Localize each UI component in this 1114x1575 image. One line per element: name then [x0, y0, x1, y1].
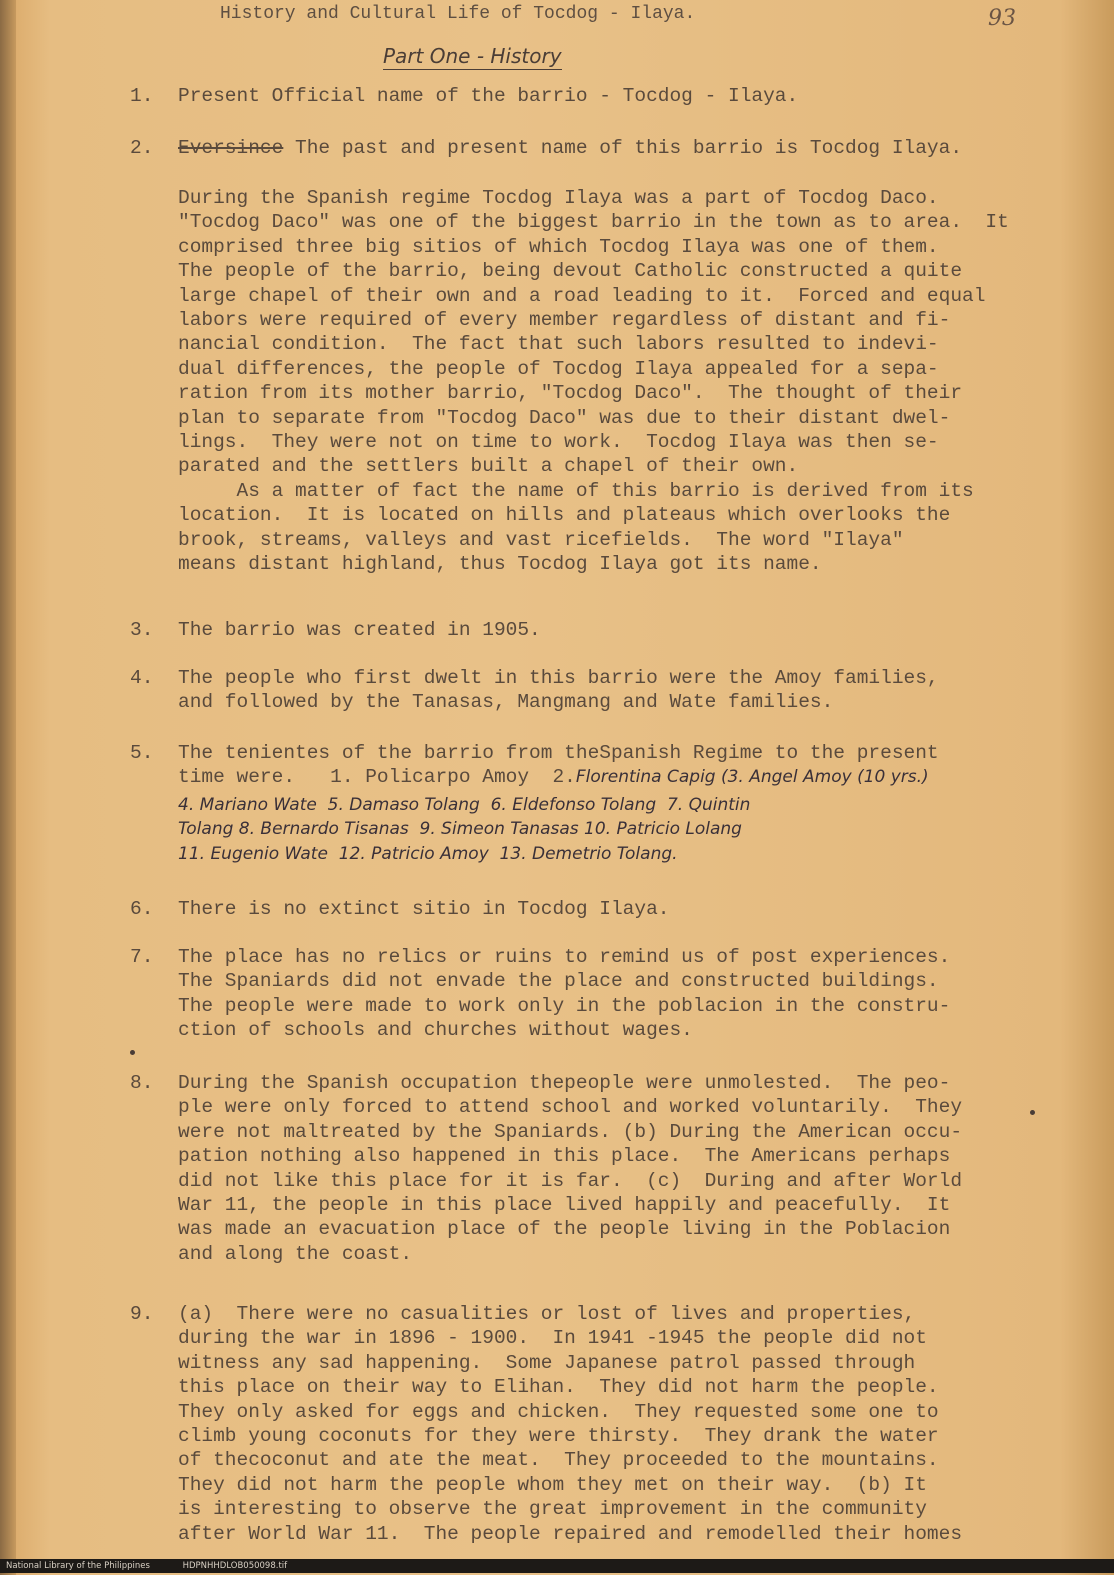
text-line: War 11, the people in this place lived happily and peacefully. It — [178, 1194, 951, 1217]
text-line: As a matter of fact the name of this barrio is derived from its — [178, 479, 974, 502]
text-line: labors were required of every member regardless of distant and fi- — [178, 309, 951, 332]
text-line: is interesting to observe the great improvement in the community — [178, 1498, 927, 1521]
item-5-text — [178, 741, 939, 790]
text-line: during the war in 1896 - 1900. In 1941 -1945 the people did not — [178, 1327, 927, 1350]
item-8-text — [178, 1071, 962, 1266]
text-line: climb young coconuts for they were thirsty. They drank the water — [178, 1425, 939, 1448]
ink-mark — [1030, 1110, 1035, 1115]
handwritten-line: Florentina Capig (3. Angel Amoy (10 yrs.) — [575, 767, 929, 788]
item-5-handwritten — [178, 793, 750, 866]
text-line: During the Spanish occupation thepeople were unmolested. The peo- — [178, 1072, 951, 1094]
file-name: HDPNHHDLOB050098.tif — [182, 1561, 288, 1571]
item-number: 8. — [130, 1072, 154, 1094]
item-number: 1. — [130, 85, 154, 107]
item-number: 2. — [130, 137, 154, 159]
page-number: 93 — [988, 6, 1016, 31]
text-line: time were. 1. Policarpo Amoy 2. — [178, 766, 576, 789]
text-line: witness any sad happening. Some Japanese patrol passed through — [178, 1351, 916, 1374]
text-line: The barrio was created in 1905. — [178, 619, 541, 641]
text-line: The people were made to work only in the poblacion in the constru- — [178, 994, 951, 1017]
text-line: were not maltreated by the Spaniards. (b) During the American occu- — [178, 1120, 963, 1143]
text-line: ction of schools and churches without wages. — [178, 1019, 693, 1042]
item-4-text — [178, 666, 939, 715]
text-line: means distant highland, thus Tocdog Ilaya got its name. — [178, 553, 822, 576]
text-line: During the Spanish regime Tocdog Ilaya was a part of Tocdog Daco. — [178, 187, 939, 209]
text-line: large chapel of their own and a road leading to it. Forced and equal — [178, 284, 986, 307]
item-9-text — [178, 1302, 962, 1546]
item-2-text — [178, 136, 962, 160]
text-line: The people of the barrio, being devout Catholic constructed a quite — [178, 260, 963, 283]
item-number: 9. — [130, 1303, 154, 1325]
text-line: plan to separate from "Tocdog Daco" was due to their distant dwel- — [178, 406, 951, 429]
item-7-text — [178, 945, 950, 1043]
text-line: ration from its mother barrio, "Tocdog Daco". The thought of their — [178, 382, 963, 405]
text-line: after World War 11. The people repaired and remodelled their homes — [178, 1522, 963, 1545]
text-line: They did not harm the people whom they met on their way. (b) It — [178, 1473, 927, 1496]
text-line: brook, streams, valleys and vast ricefields. The word "Ilaya" — [178, 528, 904, 551]
text-line: of thecoconut and ate the meat. They proceeded to the mountains. — [178, 1449, 939, 1472]
text-line: pation nothing also happened in this place. The Americans perhaps — [178, 1145, 951, 1168]
item-number: 6. — [130, 898, 154, 920]
item-1-text — [178, 84, 798, 108]
text-line: lings. They were not on time to work. Tocdog Ilaya was then se- — [178, 431, 939, 454]
text-line: and along the coast. — [178, 1242, 413, 1265]
page-binding-edge — [0, 0, 16, 1575]
text-line: ple were only forced to attend school and worked voluntarily. They — [178, 1096, 963, 1119]
text-line: The tenientes of the barrio from theSpanish Regime to the present — [178, 742, 939, 764]
text-line: nancial condition. The fact that such labors resulted to indevi- — [178, 333, 939, 356]
struck-word: Eversince — [178, 137, 284, 159]
library-name: National Library of the Philippines — [6, 1561, 150, 1571]
item-number: 4. — [130, 667, 154, 689]
text-line: dual differences, the people of Tocdog Ilaya appealed for a sepa- — [178, 357, 939, 380]
handwritten-line: 11. Eugenio Wate 12. Patricio Amoy 13. Demetrio Tolang. — [178, 843, 678, 864]
item-6-text — [178, 897, 669, 921]
text-line: was made an evacuation place of the people living in the Poblacion — [178, 1218, 951, 1241]
item-2-paragraph — [178, 186, 1009, 577]
archive-footer — [0, 1559, 1114, 1573]
text-line: They only asked for eggs and chicken. They requested some one to — [178, 1400, 939, 1423]
handwritten-line: 4. Mariano Wate 5. Damaso Tolang 6. Eldefonso Tolang 7. Quintin — [178, 795, 751, 815]
text-line: The place has no relics or ruins to remind us of post experiences. — [178, 946, 951, 968]
ink-mark — [130, 1050, 135, 1055]
handwritten-line: Tolang 8. Bernardo Tisanas 9. Simeon Tanasas 10. Patricio Lolang — [178, 819, 742, 840]
text-line: "Tocdog Daco" was one of the biggest barrio in the town as to area. It — [178, 211, 1009, 234]
item-number: 3. — [130, 619, 154, 641]
text-line: and followed by the Tanasas, Mangmang and Wate families. — [178, 691, 834, 714]
text-line: did not like this place for it is far. (c) During and after World — [178, 1169, 963, 1192]
text-line: this place on their way to Elihan. They did not harm the people. — [178, 1376, 939, 1399]
item-number: 7. — [130, 946, 154, 968]
text-line: The past and present name of this barrio is Tocdog Ilaya. — [283, 137, 963, 159]
text-line: (a) There were no casualities or lost of lives and properties, — [178, 1303, 916, 1325]
document-title: History and Cultural Life of Tocdog - Ilaya. — [220, 4, 696, 24]
part-heading: Part One - History — [383, 44, 562, 68]
text-line: location. It is located on hills and plateaus which overlooks the — [178, 504, 951, 527]
text-line: parated and the settlers built a chapel of their own. — [178, 455, 799, 478]
item-number: 5. — [130, 742, 154, 764]
text-line: There is no extinct sitio in Tocdog Ilaya. — [178, 898, 670, 920]
text-line: The people who first dwelt in this barrio were the Amoy families, — [178, 667, 939, 689]
text-line: comprised three big sitios of which Tocdog Ilaya was one of them. — [178, 235, 939, 258]
item-3-text — [178, 618, 541, 642]
text-line: The Spaniards did not envade the place and constructed buildings. — [178, 970, 939, 993]
text-line: Present Official name of the barrio - Tocdog - Ilaya. — [178, 85, 799, 107]
